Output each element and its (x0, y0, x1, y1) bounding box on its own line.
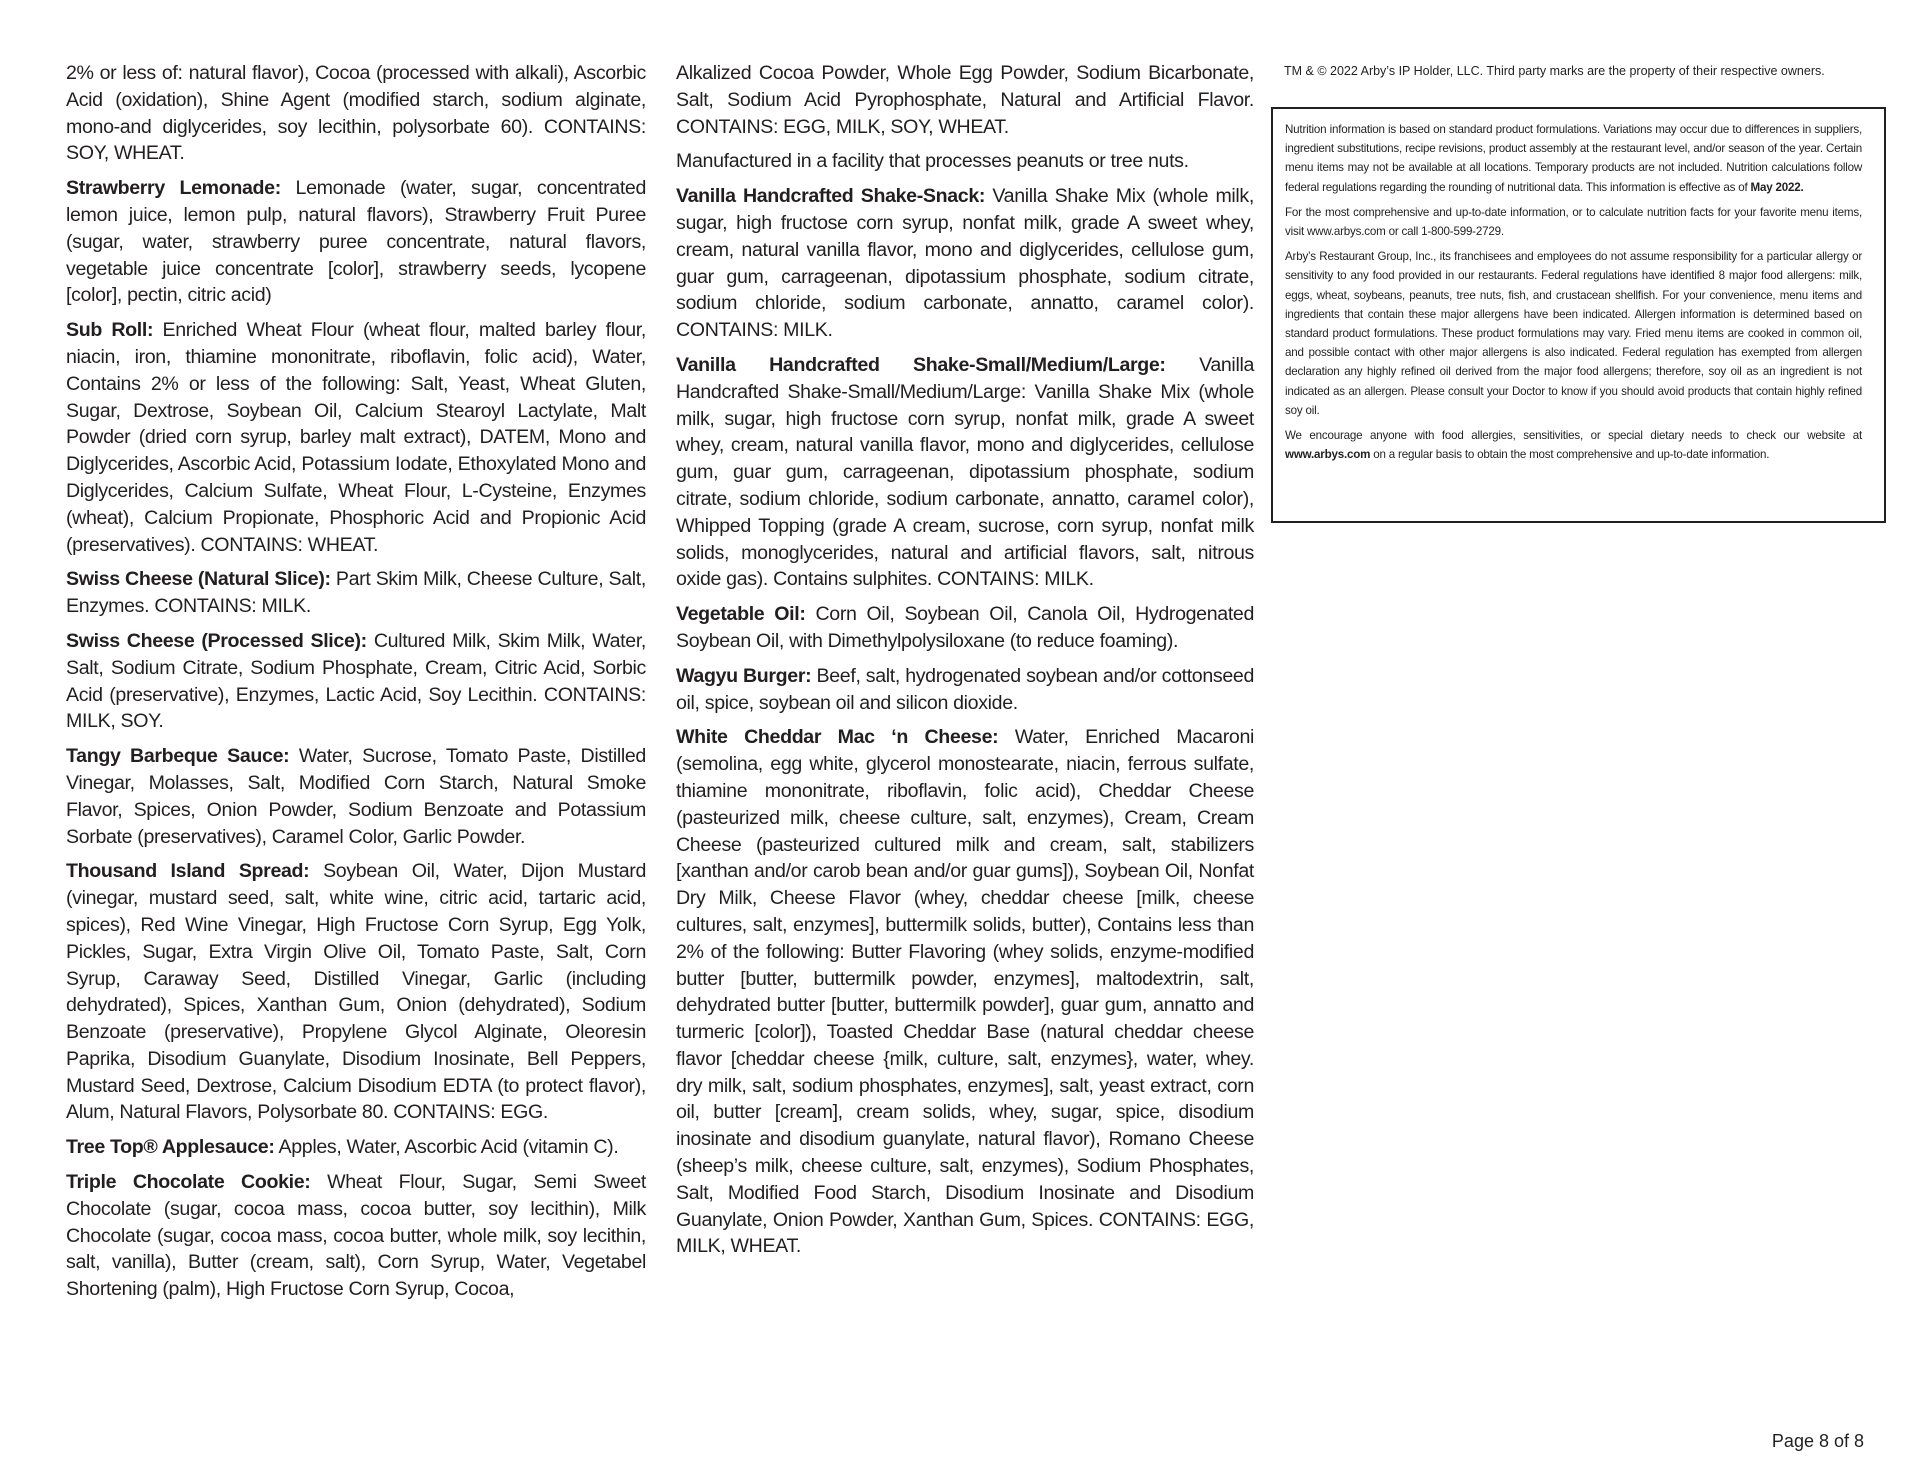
disclaimer-text: on a regular basis to obtain the most comprehensive and up-to-date information. (1370, 448, 1770, 462)
ingredient-entry (66, 858, 646, 1126)
page-number: Page 8 of 8 (1771, 1431, 1864, 1451)
ingredient-entry (676, 60, 1254, 140)
disclaimer-paragraph (1285, 426, 1862, 464)
ingredient-text: Vanilla Shake Mix (whole milk, sugar, high fructose corn syrup, nonfat milk, grade A sweet whey, cream, natural vanilla flavor, mono and diglycerides, cellulose gum, guar gum, carrageenan, dipotassium phosphate, sodium citrate, sodium chloride, sodium carbonate, annatto, caramel color). CONTAINS: MILK. (676, 185, 1254, 342)
ingredient-name: Wagyu Burger: (676, 664, 812, 687)
trademark-notice: TM & © 2022 Arby’s IP Holder, LLC. Third party marks are the property of their respective owners. (1284, 64, 1825, 78)
disclaimer-text: We encourage anyone with food allergies, sensitivities, or special dietary needs to check our website at (1285, 429, 1862, 443)
ingredient-name: Tangy Barbeque Sauce: (66, 745, 290, 768)
ingredient-name: Triple Chocolate Cookie: (66, 1171, 311, 1194)
ingredient-text: Beef, salt, hydrogenated soybean and/or cottonseed oil, spice, soybean oil and silicon dioxide. (676, 664, 1254, 714)
ingredient-name: Sub Roll: (66, 319, 154, 342)
ingredient-entry (66, 566, 646, 620)
ingredient-entry (676, 352, 1254, 593)
effective-date: May 2022. (1750, 180, 1804, 194)
ingredient-entry (66, 60, 646, 167)
ingredient-name: Thousand Island Spread: (66, 860, 310, 883)
ingredient-entry (66, 175, 646, 309)
ingredient-text: Lemonade (water, sugar, concentrated lemon juice, lemon pulp, natural flavors), Strawberry Fruit Puree (sugar, water, strawberry puree concentrate, natural flavors, vegetable juice concentrate [color], strawberry seeds, lycopene [color], pectin, citric acid) (66, 177, 647, 307)
ingredient-name: Vanilla Handcrafted Shake-Snack: (676, 185, 986, 208)
ingredient-text: Wheat Flour, Sugar, Semi Sweet Chocolate (sugar, cocoa mass, cocoa butter, soy lecithin), Milk Chocolate (sugar, cocoa mass, cocoa butter, whole milk, soy lecithin, salt, vanilla), Butter (cream, salt), Corn Syrup, Water, Vegetabel Shortening (palm), High Fructose Corn Syrup, Cocoa, (66, 1171, 647, 1301)
ingredient-text: Apples, Water, Ascorbic Acid (vitamin C). (274, 1136, 619, 1159)
ingredient-entry (66, 317, 646, 558)
ingredient-entry (676, 663, 1254, 717)
ingredient-text: Manufactured in a facility that processes peanuts or tree nuts. (676, 150, 1189, 173)
website-text: www.arbys.com (1285, 448, 1371, 462)
ingredient-text: Water, Enriched Macaroni (semolina, egg white, glycerol monostearate, niacin, ferrous sulfate, thiamine mononitrate, riboflavin, folic acid), Cheddar Cheese (pasteurized milk, cheese culture, salt, enzymes), Cream, Cream Cheese (pasteurized cultured milk and cream, salt, stabilizers [xanthan and/or carob bean and/or guar gums]), Soybean Oil, Nonfat Dry Milk, Cheese Flavor (whey, cheddar cheese [milk, cheese cultures, salt, enzymes], buttermilk solids, butter), Contains less than 2% of the following: Butter Flavoring (whey solids, enzyme-modified butter [butter, buttermilk powder, enzymes], maltodextrin, salt, dehydrated butter [butter, buttermilk powder], guar gum, annatto and turmeric [color]), Toasted Cheddar Base (natural cheddar cheese flavor [cheddar cheese {milk, culture, salt, enzymes}, water, whey. dry milk, salt, sodium phosphates, enzymes], salt, yeast extract, corn oil, butter [cream], cream solids, whey, sugar, spice, disodium inosinate and disodium guanylate, natural flavor), Romano Cheese (sheep’s milk, cheese culture, salt, enzymes), Sodium Phosphates, Salt, Modified Food Starch, Disodium Inosinate and Disodium Guanylate, Onion Powder, Xanthan Gum, Spices. CONTAINS: EGG, MILK, WHEAT. (676, 726, 1254, 1258)
ingredient-text: Vanilla Handcrafted Shake-Small/Medium/Large: Vanilla Shake Mix (whole milk, sugar, high fructose corn syrup, nonfat milk, grade A sweet whey, cream, natural vanilla flavor, mono and diglycerides, cellulose gum, guar gum, carrageenan, dipotassium phosphate, sodium citrate, sodium chloride, sodium carbonate, annatto, caramel color), Whipped Topping (grade A cream, sucrose, corn syrup, nonfat milk solids, monoglycerides, natural and artificial flavors, salt, nitrous oxide gas). Contains sulphites. CONTAINS: MILK. (676, 353, 1254, 591)
ingredient-text: 2% or less of: natural flavor), Cocoa (processed with alkali), Ascorbic Acid (oxidation), Shine Agent (modified starch, sodium alginate, mono-and diglycerides, soy lecithin, polysorbate 60). CONTAINS: SOY, WHEAT. (66, 62, 646, 165)
disclaimer-paragraph: Arby’s Restaurant Group, Inc., its franchisees and employees do not assume responsibility for a particular allergy or sensitivity to any food provided in our restaurants. Federal regulations have identified 8 major food allergens: milk, eggs, wheat, soybeans, peanuts, tree nuts, fish, and crustacean shellfish. For your convenience, menu items and ingredients that contain these major allergens have been indicated. Allergen information is determined based on standard product formulations. These product formulations may vary. Fried menu items are cooked in common oil, and possible contact with other major allergens is also indicated. Federal regulation has exempted from allergen declaration any highly refined oil derived from the major food allergens; therefore, soy oil as an ingredient is not indicated as an allergen. Please consult your Doctor to know if you should avoid products that contain highly refined soy oil. (1285, 250, 1862, 417)
ingredient-text: Soybean Oil, Water, Dijon Mustard (vinegar, mustard seed, salt, white wine, citric acid, tartaric acid, spices), Red Wine Vinegar, High Fructose Corn Syrup, Egg Yolk, Pickles, Sugar, Extra Virgin Olive Oil, Tomato Paste, Salt, Corn Syrup, Caraway Seed, Distilled Vinegar, Garlic (including dehydrated), Spices, Xanthan Gum, Onion (dehydrated), Sodium Benzoate (preservative), Propylene Glycol Alginate, Oleoresin Paprika, Disodium Guanylate, Disodium Inosinate, Bell Peppers, Mustard Seed, Dextrose, Calcium Disodium EDTA (to protect flavor), Alum, Natural Flavors, Polysorbate 80. CONTAINS: EGG. (66, 860, 646, 1124)
ingredient-name: Tree Top® Applesauce: (66, 1136, 275, 1159)
ingredient-name: Swiss Cheese (Natural Slice): (66, 568, 331, 591)
ingredient-entry (66, 1134, 646, 1161)
disclaimer-paragraph (1285, 120, 1862, 197)
ingredient-text: Alkalized Cocoa Powder, Whole Egg Powder, Sodium Bicarbonate, Salt, Sodium Acid Pyrophosphate, Natural and Artificial Flavor. CONTAINS: EGG, MILK, SOY, WHEAT. (676, 62, 1254, 138)
ingredient-name: Strawberry Lemonade: (66, 177, 281, 200)
ingredient-entry (676, 724, 1254, 1260)
ingredient-entry (66, 743, 646, 850)
ingredient-entry (66, 628, 646, 735)
ingredient-text: Cultured Milk, Skim Milk, Water, Salt, Sodium Citrate, Sodium Phosphate, Cream, Citric Acid, Sorbic Acid (preservative), Enzymes, Lactic Acid, Soy Lecithin. CONTAINS: MILK, SOY. (66, 629, 647, 733)
disclaimer-text: Nutrition information is based on standard product formulations. Variations may occur due to differences in suppliers, ingredient substitutions, recipe revisions, product assembly at the restaurant level, and/or season of the year. Certain menu items may not be available at all locations. Temporary products are not included. Nutrition calculations follow federal regulations regarding the rounding of nutritional data. This information is effective as of (1285, 123, 1862, 194)
ingredients-column-2 (676, 60, 1254, 1268)
ingredient-text: Enriched Wheat Flour (wheat flour, malted barley flour, niacin, iron, thiamine mononitrate, riboflavin, folic acid), Water, Contains 2% or less of the following: Salt, Yeast, Wheat Gluten, Sugar, Dextrose, Soybean Oil, Calcium Stearoyl Lactylate, Malt Powder (dried corn syrup, barley malt extract), DATEM, Mono and Diglycerides, Ascorbic Acid, Potassium Iodate, Ethoxylated Mono and Diglycerides, Calcium Sulfate, Wheat Flour, L-Cysteine, Enzymes (wheat), Calcium Propionate, Phosphoric Acid and Propionic Acid (preservatives). CONTAINS: WHEAT. (66, 319, 646, 556)
nutrition-disclaimer-box (1271, 107, 1886, 523)
ingredient-name: Swiss Cheese (Processed Slice): (66, 629, 367, 652)
ingredient-text: Part Skim Milk, Cheese Culture, Salt, Enzymes. CONTAINS: MILK. (66, 568, 646, 618)
ingredient-text: Corn Oil, Soybean Oil, Canola Oil, Hydrogenated Soybean Oil, with Dimethylpolysiloxane (to reduce foaming). (676, 603, 1255, 652)
ingredients-column-1 (66, 60, 646, 1311)
ingredient-text: Water, Sucrose, Tomato Paste, Distilled Vinegar, Molasses, Salt, Modified Corn Starch, Natural Smoke Flavor, Spices, Onion Powder, Sodium Benzoate and Potassium Sorbate (preservatives), Caramel Color, Garlic Powder. (66, 745, 646, 848)
disclaimer-paragraph: For the most comprehensive and up-to-date information, or to calculate nutrition facts for your favorite menu items, visit www.arbys.com or call 1-800-599-2729. (1285, 205, 1862, 239)
facility-note (676, 148, 1254, 175)
ingredient-name: Vanilla Handcrafted Shake-Small/Medium/Large: (676, 353, 1166, 376)
ingredient-name: Vegetable Oil: (676, 603, 806, 626)
ingredient-entry (66, 1169, 646, 1303)
ingredient-entry (676, 183, 1254, 344)
ingredient-entry (676, 601, 1254, 655)
ingredient-name: White Cheddar Mac ‘n Cheese: (676, 726, 999, 749)
